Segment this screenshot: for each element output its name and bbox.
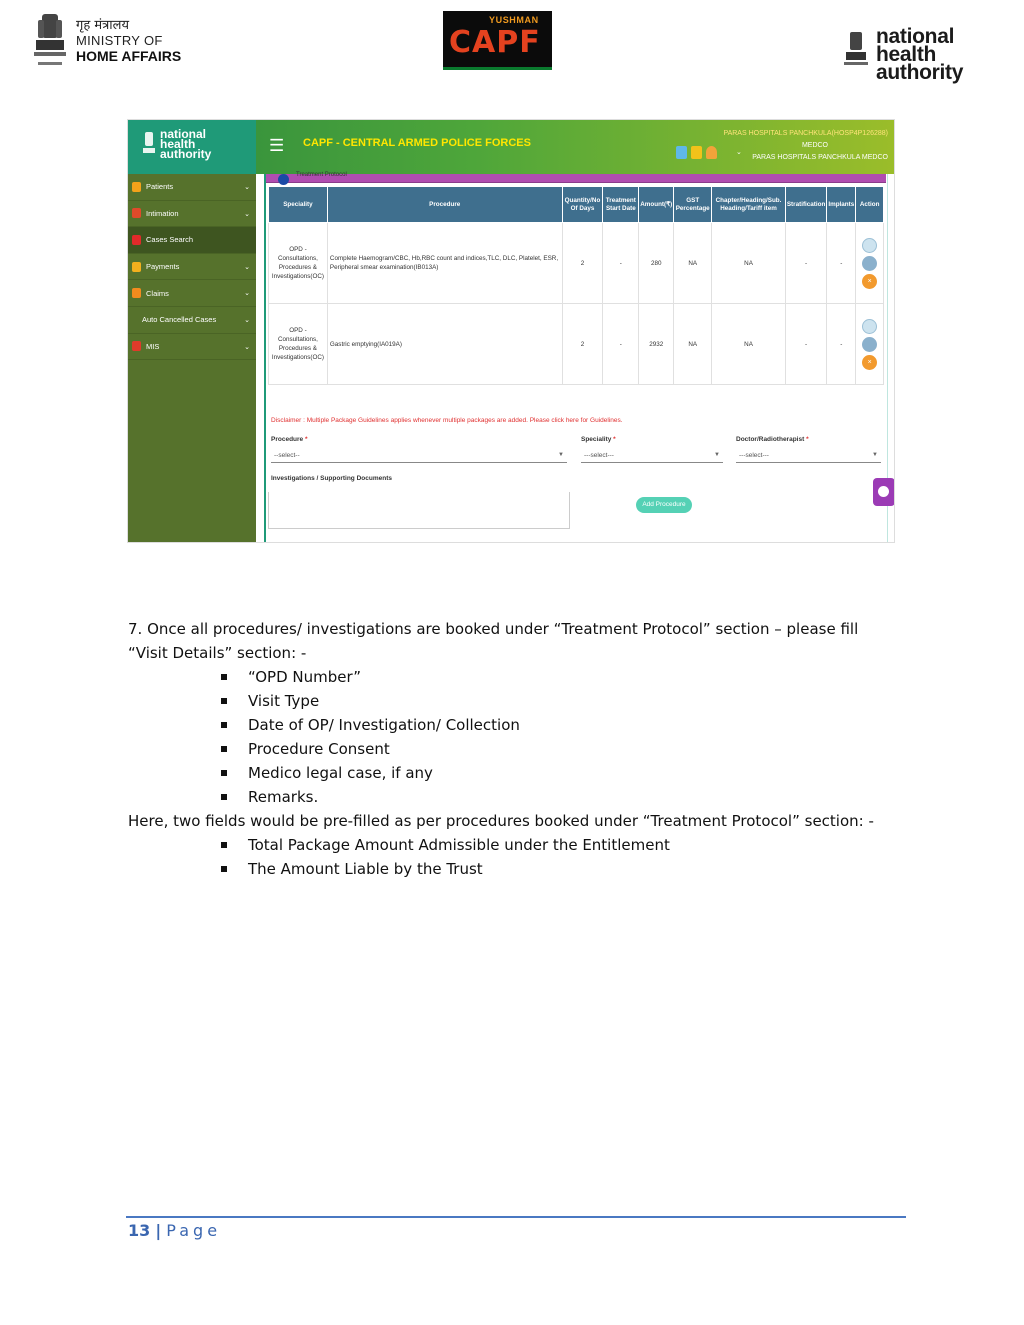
procedure-select[interactable] — [271, 450, 567, 463]
main-content — [256, 174, 895, 543]
chevron-down-icon: ⌄ — [244, 290, 250, 298]
chevron-down-icon: ⌄ — [244, 184, 250, 191]
content-border-left — [264, 174, 266, 543]
sidebar-item[interactable] — [128, 280, 256, 307]
chat-support-icon[interactable] — [873, 478, 895, 506]
table-cell-chapter: NA — [712, 223, 786, 304]
prefilled-note: Here, two fields would be pre-filled as per procedures booked under “Treatment Protocol” section: - — [128, 812, 874, 830]
procedure-label-text: Procedure — [271, 436, 304, 443]
doctor-label-text: Doctor/Radiotherapist — [736, 436, 805, 443]
sidebar-item[interactable] — [128, 174, 256, 201]
page-num-value: 13 — [128, 1221, 151, 1240]
sidebar-item[interactable] — [128, 201, 256, 228]
table-cell-speciality: OPD - Consultations, Procedures & Investigations(OC) — [269, 223, 328, 304]
speciality-label — [581, 436, 616, 443]
sidebar-item-label: Auto Cancelled Cases — [142, 315, 217, 325]
view-icon[interactable] — [862, 238, 877, 253]
national-emblem-icon — [842, 30, 870, 78]
mha-hindi-text: गृह मंत्रालय — [76, 18, 130, 33]
required-mark: * — [304, 436, 308, 443]
chevron-down-icon: ▼ — [872, 452, 878, 458]
notification-icon[interactable] — [676, 146, 687, 159]
mha-ministry-of: MINISTRY OF — [76, 33, 163, 48]
payments-icon — [132, 262, 141, 272]
treatment-protocol-label: Treatment Protocol — [296, 172, 347, 178]
app-title: CAPF - CENTRAL ARMED POLICE FORCES — [303, 137, 531, 149]
bullet-item: “OPD Number” — [221, 665, 888, 689]
mha-home-affairs: HOME AFFAIRS — [76, 48, 182, 64]
bullet-item: Procedure Consent — [221, 737, 888, 761]
table-cell-speciality: OPD - Consultations, Procedures & Investigations(OC) — [269, 304, 328, 385]
footer-line — [126, 1216, 906, 1218]
table-cell-start: - — [603, 304, 639, 385]
nha-line-2: health — [876, 43, 937, 66]
sidebar-item-label: Payments — [146, 262, 180, 272]
mha-logo — [30, 10, 200, 76]
app-topbar — [128, 120, 895, 174]
brand-line-2: health — [160, 137, 196, 151]
chevron-down-icon: ⌄ — [244, 343, 250, 351]
sidebar-item[interactable] — [128, 307, 256, 334]
nha-line-3: authority — [876, 61, 964, 84]
table-cell-strat: - — [785, 304, 827, 385]
table-header: Action — [856, 187, 884, 223]
user-chevron-down-icon[interactable]: ⌄ — [736, 149, 742, 156]
instruction-text — [128, 617, 888, 881]
table-cell-qty: 2 — [562, 223, 603, 304]
disclaimer-text[interactable]: Disclaimer : Multiple Package Guidelines applies whenever multiple packages are added. Please click here for Guidelines. — [271, 417, 623, 424]
page-num-sep: | — [155, 1221, 162, 1240]
required-mark: * — [613, 436, 616, 443]
chevron-down-icon: ⌄ — [244, 210, 250, 218]
hospital-info[interactable] — [723, 128, 888, 164]
table-cell-implants: - — [827, 304, 856, 385]
collapse-icon[interactable] — [278, 174, 289, 185]
table-header: Stratification — [785, 187, 827, 223]
table-header: Chapter/Heading/Sub. Heading/Tariff item — [712, 187, 786, 223]
sidebar-item-label: Intimation — [146, 208, 179, 218]
hospital-name: PARAS HOSPITALS PANCHKULA(HOSP4P126288) — [723, 130, 888, 137]
table-cell-procedure: Gastric emptying(IA019A) — [327, 304, 562, 385]
table-header: Implants — [827, 187, 856, 223]
capf-logo — [443, 11, 552, 70]
required-mark: * — [806, 436, 809, 443]
hamburger-menu-icon[interactable]: ☰ — [269, 136, 285, 155]
bullet-item: Remarks. — [221, 785, 888, 809]
page-number — [128, 1221, 221, 1240]
table-row — [269, 304, 884, 385]
claims-icon — [132, 288, 141, 298]
brand-line-3: authority — [160, 147, 212, 161]
bullet-item: The Amount Liable by the Trust — [221, 857, 888, 881]
patients-icon — [132, 182, 141, 192]
sidebar-item-label: MIS — [146, 341, 160, 351]
user-role: MEDCO — [801, 142, 828, 149]
table-header: Quantity/No Of Days — [562, 187, 603, 223]
delete-icon[interactable]: × — [862, 274, 877, 289]
procedure-label — [271, 436, 308, 443]
chevron-down-icon: ⌄ — [244, 263, 250, 271]
app-screenshot — [127, 119, 895, 543]
investigations-label: Investigations / Supporting Documents — [271, 475, 392, 482]
chevron-down-icon: ▼ — [714, 452, 720, 458]
speciality-label-text: Speciality — [581, 436, 612, 443]
national-emblem-icon — [30, 10, 70, 76]
intimation-icon — [132, 208, 141, 218]
investigations-textarea[interactable] — [268, 492, 570, 529]
brand-line-1: national — [160, 127, 207, 141]
doctor-select[interactable] — [736, 450, 881, 463]
bullet-item: Medico legal case, if any — [221, 761, 888, 785]
nha-logo — [842, 20, 982, 84]
chevron-down-icon: ⌄ — [244, 316, 250, 324]
table-cell-procedure: Complete Haemogram/CBC, Hb,RBC count and indices,TLC, DLC, Platelet, ESR, Peripheral smear examination(IB013A) — [327, 223, 562, 304]
table-header: GST Percentage — [674, 187, 712, 223]
table-header: Amount(₹) — [639, 187, 674, 223]
table-cell-qty: 2 — [562, 304, 603, 385]
table-header: Speciality — [269, 187, 328, 223]
edit-icon[interactable] — [862, 337, 877, 352]
capf-yushman-text: YUSHMAN — [489, 15, 539, 25]
brand-emblem-icon — [142, 130, 156, 160]
sidebar — [128, 174, 256, 543]
capf-main-text: CAPF — [449, 25, 541, 60]
speciality-select-value: ---select--- — [584, 452, 614, 459]
visit-details-list — [221, 665, 888, 809]
view-icon[interactable] — [862, 319, 877, 334]
speciality-select[interactable] — [581, 450, 723, 463]
table-cell-strat: - — [785, 223, 827, 304]
treatment-protocol-table — [268, 186, 884, 385]
nha-line-1: national — [876, 25, 955, 48]
sidebar-item[interactable] — [128, 227, 256, 254]
app-brand[interactable] — [128, 120, 256, 174]
table-cell-implants: - — [827, 223, 856, 304]
table-cell-chapter: NA — [712, 304, 786, 385]
prefilled-fields-list — [221, 833, 888, 881]
bullet-item: Date of OP/ Investigation/ Collection — [221, 713, 888, 737]
doctor-select-value: ---select--- — [739, 452, 769, 459]
action-cell — [856, 304, 884, 385]
add-procedure-button[interactable]: Add Procedure — [636, 497, 692, 513]
step-7-paragraph: 7. Once all procedures/ investigations are booked under “Treatment Protocol” section – please fill “Visit Details” section: - — [128, 620, 859, 662]
table-cell-gst: NA — [674, 304, 712, 385]
procedure-select-value: --select-- — [274, 452, 300, 459]
bullet-item: Total Package Amount Admissible under the Entitlement — [221, 833, 888, 857]
mis-icon — [132, 341, 141, 351]
table-row — [269, 223, 884, 304]
page-header — [0, 10, 1024, 84]
doctor-label — [736, 436, 809, 443]
table-cell-amount: 280 — [639, 223, 674, 304]
table-header: Treatment Start Date — [603, 187, 639, 223]
cases-search-icon — [132, 235, 141, 245]
chevron-down-icon: ▼ — [558, 452, 564, 458]
table-cell-start: - — [603, 223, 639, 304]
table-cell-amount: 2932 — [639, 304, 674, 385]
sidebar-item[interactable] — [128, 254, 256, 281]
bullet-item: Visit Type — [221, 689, 888, 713]
edit-icon[interactable] — [862, 256, 877, 271]
sidebar-item-label: Claims — [146, 288, 169, 298]
hospital-sub: PARAS HOSPITALS PANCHKULA MEDCO — [752, 154, 888, 161]
table-cell-gst: NA — [674, 223, 712, 304]
sidebar-item-label: Cases Search — [146, 235, 194, 245]
treatment-protocol-bar[interactable] — [266, 174, 886, 183]
bell-icon[interactable] — [691, 146, 702, 159]
action-cell — [856, 223, 884, 304]
sidebar-item-label: Patients — [146, 182, 174, 192]
topbar-icons — [676, 146, 717, 159]
sidebar-item[interactable] — [128, 334, 256, 361]
page-word: Page — [166, 1221, 222, 1240]
user-icon[interactable] — [706, 146, 717, 159]
table-header: Procedure — [327, 187, 562, 223]
delete-icon[interactable]: × — [862, 355, 877, 370]
